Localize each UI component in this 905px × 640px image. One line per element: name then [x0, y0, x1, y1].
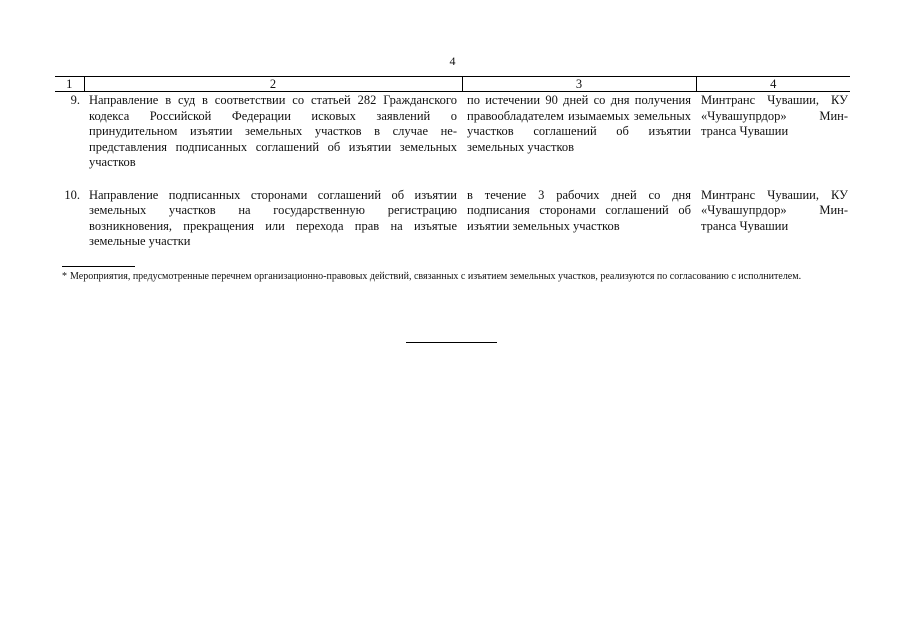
- footnote-text: Мероприятия, предусмотренные перечнем организационно-правовых действий, связанных с изъятием земельных участков, реализуются по согласованию с исполнителем.: [70, 271, 802, 282]
- column-header-1: 1: [55, 77, 84, 92]
- column-header-4: 4: [696, 77, 850, 92]
- responsible-cell: Минтранс Чувашии, КУ «Чувашупрдор» Минтранса Чувашии: [701, 187, 848, 233]
- action-cell: Направление в суд в соответствии со статьей 282 Гражданского кодекса Российской Федерации исковых заявлений о принудительном изъятии земельных участков в случае непредставления подписанных соглашений об изъятии земельных участков: [89, 93, 457, 169]
- deadline-cell: по истечении 90 дней со дня получения правообладателем изымаемых земельных участков соглашений об изъятии земельных участков: [467, 93, 691, 154]
- action-cell: Направление подписанных сторонами соглашений об изъятии земельных участков на государственную регистрацию возникновения, прекращения или перехода прав на изъятые земельные участки: [89, 187, 457, 248]
- responsible-cell: Минтранс Чувашии, КУ «Чувашупрдор» Минтранса Чувашии: [701, 93, 848, 138]
- footnote-separator: [62, 266, 135, 267]
- end-of-document-rule: [406, 342, 497, 343]
- footnote-marker: *: [62, 271, 67, 282]
- measures-table: [55, 76, 850, 250]
- column-header-3: 3: [462, 77, 696, 92]
- deadline-cell: в течение 3 рабочих дней со дня подписания сторонами соглашений об изъятии земельных участков: [467, 187, 691, 233]
- table-row: [55, 92, 850, 171]
- row-number: 10.: [64, 187, 80, 202]
- footnote: [62, 270, 850, 283]
- column-header-2: 2: [84, 77, 462, 92]
- page-number: 4: [449, 54, 456, 68]
- column-number-row: [55, 77, 850, 92]
- table-row: [55, 171, 850, 250]
- row-number: 9.: [70, 93, 80, 107]
- table-header: [55, 77, 850, 92]
